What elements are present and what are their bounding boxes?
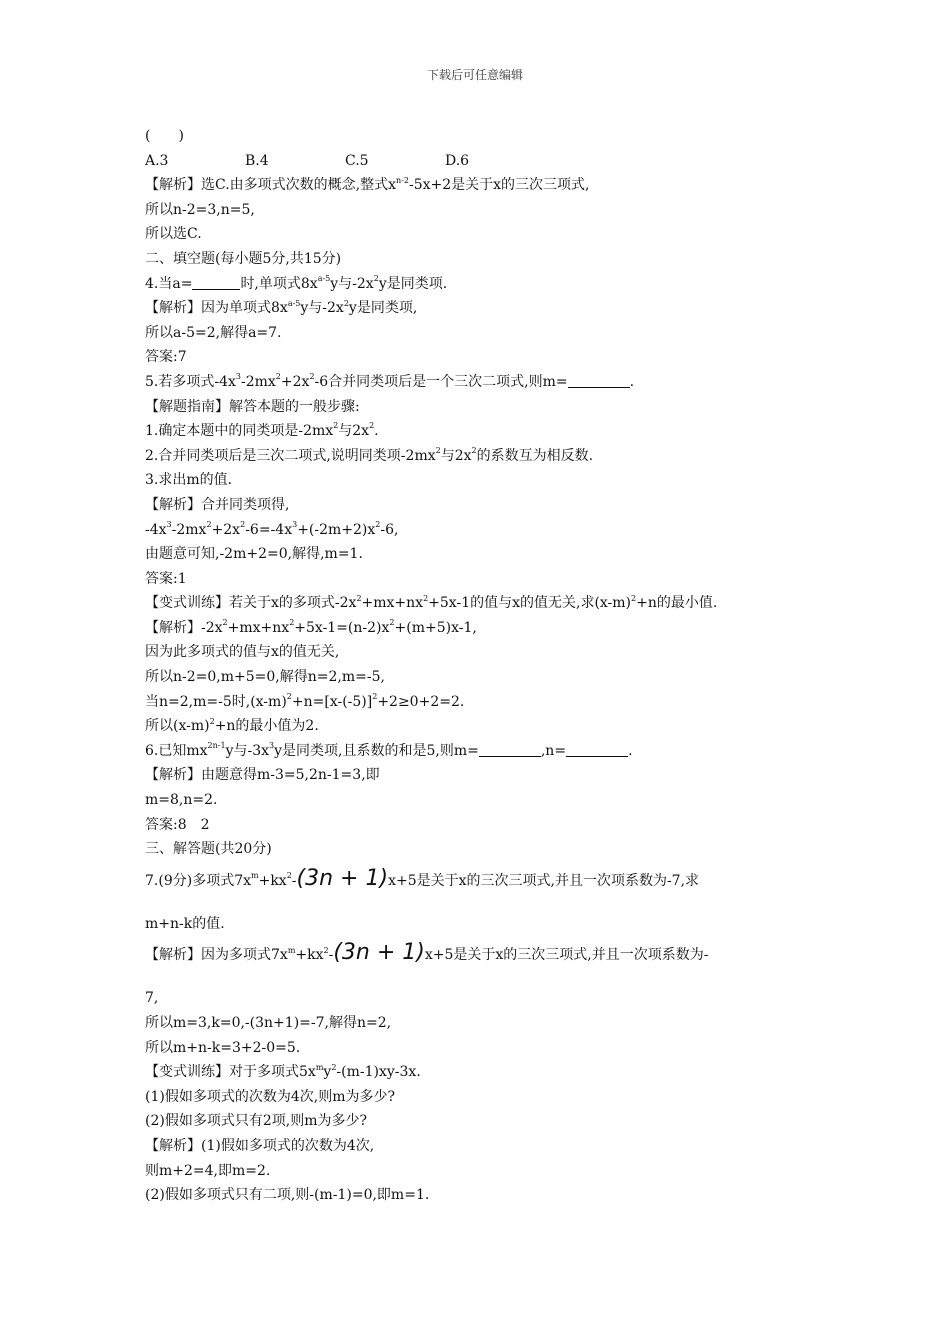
section-fill-in-heading: 二、填空题(每小题5分,共15分) (145, 250, 342, 267)
document-body (145, 124, 825, 1208)
q6-answer: 答案:8 2 (145, 816, 210, 833)
formula-3n-plus-1: (3n + 1) (296, 865, 389, 891)
section-solve-heading: 三、解答题(共20分) (145, 841, 272, 858)
q5-answer: 答案:1 (145, 570, 187, 587)
q5-question: 5.若多项式$-4x^3-2mx^2+2x^2-6$合并同类项后是一个三次二项式,则m= . (145, 372, 635, 390)
q5-solution: 由题意可知,-2m+2=0,解得,m=1. (145, 546, 363, 563)
variant1-line5: 所以$(x-m)^2+n$的最小值为2. (145, 716, 319, 735)
q3-analysis: 【解析】选C.由多项式次数的概念,整式$x^{n-2}-5x+2$是关于x的三次三项式, (145, 175, 590, 194)
q5-step2: 2.合并同类项后是三次二项式,说明同类项$-2mx^2$与$2x^2$的系数互为相反数. (145, 446, 594, 464)
variant1-line4: 当n=2,m=-5时$,(x-m)^2+n=[x-(-5)]^2+2\ge 0+2=2$. (145, 692, 465, 710)
option-c: C.5 (345, 152, 369, 169)
q7-analysis: 【解析】因为多项式$7x^m+kx^2-(3n + 1)x+5$是关于x的三次三项式,并且一次项系数为- (145, 940, 709, 966)
formula-3n-plus-1: (3n + 1) (333, 940, 425, 966)
option-d: D.6 (445, 152, 470, 169)
q5-step3: 3.求出m的值. (145, 472, 233, 489)
option-b: B.4 (245, 152, 269, 169)
variant2-analysis3: (2)假如多项式只有二项,则-(m-1)=0,即m=1. (145, 1187, 430, 1204)
q5-guide: 【解题指南】解答本题的一般步骤: (145, 398, 360, 415)
variant1-question: 【变式训练】若关于x的多项式$-2x^2+mx+nx^2+5x-1$的值与x的值无关,求$(x-m)^2+n$的最小值. (145, 593, 718, 612)
q3-options (145, 149, 825, 174)
answer-blank (479, 742, 541, 757)
page-header: 下载后可任意编辑 (426, 68, 523, 82)
q6-question: 6.已知$mx^{2n-1}y$与$-3x^3y$是同类项,且系数的和是5,则m= ,n= . (145, 741, 633, 759)
q7-analysis-line2: 7, (145, 990, 159, 1007)
answer-blank (566, 742, 628, 757)
variant2-question: 【变式训练】对于多项式$5x^my^2-(m-1)xy-3x$. (145, 1062, 421, 1081)
variant1-analysis: 【解析】$-2x^2+mx+nx^2+5x-1=(n-2)x^2+(m+5)x-1$, (145, 618, 477, 636)
q4-question: 4.当a= 时,单项式$8x^{a-5}y$与$-2x^2y$是同类项. (145, 273, 448, 292)
variant1-line2: 因为此多项式的值与x的值无关, (145, 644, 340, 661)
q3-paren: ( ) (145, 128, 184, 144)
q7-question-line2: m+n-k的值. (145, 915, 225, 932)
q4-analysis: 【解析】因为单项式$8x^{a-5}y$与$-2x^2y$是同类项, (145, 298, 418, 317)
variant2-analysis2: 则m+2=4,即m=2. (145, 1162, 271, 1179)
q6-analysis: 【解析】由题意得m-3=5,2n-1=3,即 (145, 767, 380, 784)
option-a: A.3 (145, 152, 169, 169)
variant2-part2: (2)假如多项式只有2项,则m为多少? (145, 1113, 367, 1130)
variant1-line3: 所以n-2=0,m+5=0,解得n=2,m=-5, (145, 669, 385, 686)
q5-equation: $-4x^3-2mx^2+2x^2-6=-4x^3+(-2m+2)x^2-6$, (145, 519, 399, 538)
q7-question: 7.(9分)多项式$7x^m+kx^2-(3n + 1)x+5$是关于x的三次三项式,并且一次项系数为-7,求 (145, 865, 700, 891)
answer-blank (192, 275, 240, 290)
variant2-analysis1: 【解析】(1)假如多项式的次数为4次, (145, 1137, 375, 1154)
q4-line2: 所以a-5=2,解得a=7. (145, 324, 282, 341)
q6-line2: m=8,n=2. (145, 792, 218, 809)
q3-line2: 所以n-2=3,n=5, (145, 201, 255, 218)
q3-line3: 所以选C. (145, 226, 202, 243)
q4-answer: 答案:7 (145, 349, 187, 366)
q7-line4: 所以m+n-k=3+2-0=5. (145, 1039, 301, 1056)
variant2-part1: (1)假如多项式的次数为4次,则m为多少? (145, 1088, 395, 1105)
q5-step1: 1.确定本题中的同类项是$-2mx^2$与$2x^2$. (145, 421, 379, 440)
q7-line3: 所以m=3,k=0,-(3n+1)=-7,解得n=2, (145, 1015, 392, 1031)
q5-analysis: 【解析】合并同类项得, (145, 496, 290, 513)
answer-blank (568, 373, 630, 388)
